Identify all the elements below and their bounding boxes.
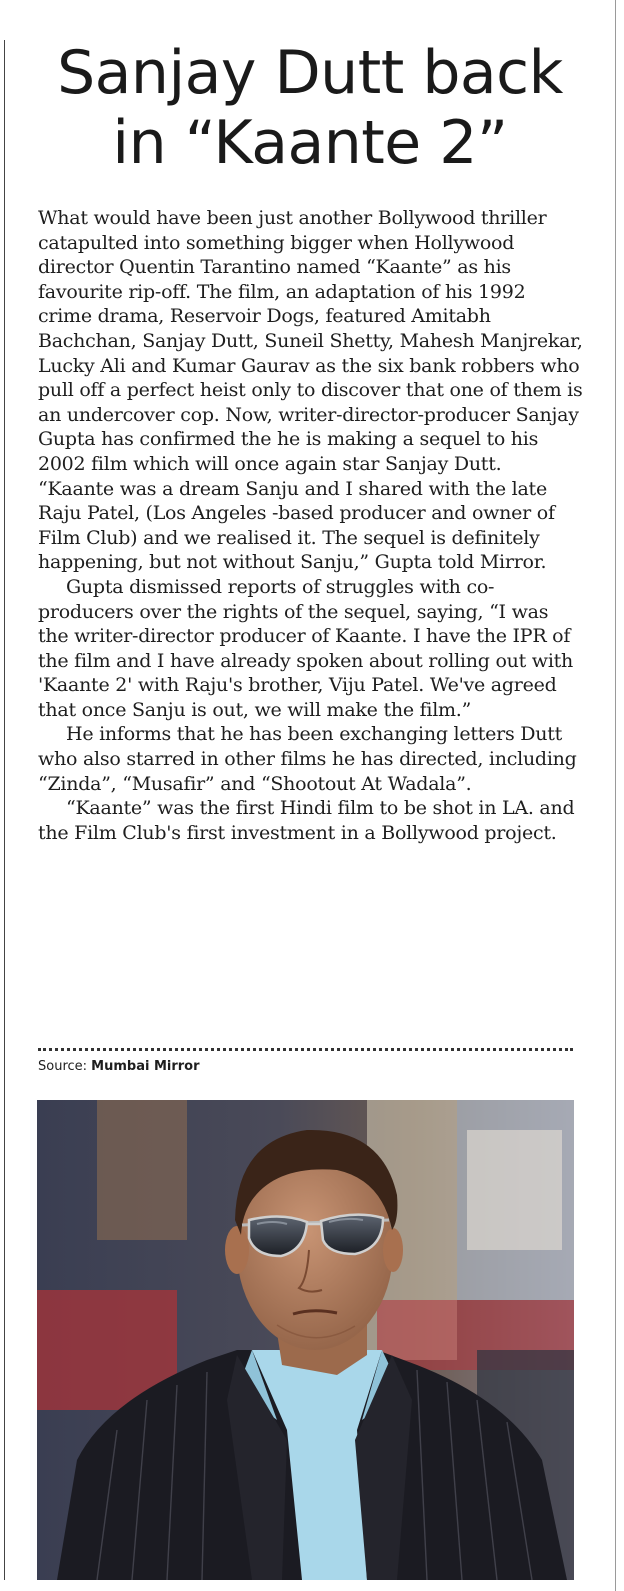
headline-line-1: Sanjay Dutt back — [57, 38, 563, 108]
left-column-rule — [4, 40, 5, 1580]
paragraph-2: Gupta dismissed reports of struggles with co-producers over the rights of the sequel, saying, “I was the writer-director producer of Kaante. I have the IPR of the film and I have already spoken about rolling out with 'Kaante 2' with Raju's brother, Viju Patel. We've agreed that once Sanju is out, we will make the film.” — [38, 575, 574, 721]
right-column-rule — [615, 0, 616, 1591]
source-name: Mumbai Mirror — [91, 1059, 200, 1074]
paragraph-3: He informs that he has been exchanging letters Dutt who also starred in other films he has directed, including “Zinda”, “Musafir” and “Shootout At Wadala”. — [38, 723, 577, 795]
portrait-illustration — [37, 1100, 574, 1580]
article-photo — [37, 1100, 574, 1580]
paragraph-1: What would have been just another Bollywood thriller catapulted into something bigger when Hollywood director Quentin Tarantino named “Kaante” as his favourite rip-off. The film, an adaptation of his 1992 crime drama, Reservoir Dogs, featured Amitabh Bachchan, Sanjay Dutt, Suneil Shetty, Mahesh Manjrekar, Lucky Ali and Kumar Gaurav as the six bank robbers who pull off a perfect heist only to discover that one of them is an undercover cop. Now, writer-director-producer Sanjay Gupta has confirmed the he is making a sequel to his 2002 film which will once again star Sanjay Dutt. “Kaante was a dream Sanju and I shared with the late Raju Patel, (Los Angeles -based producer and owner of Film Club) and we realised it. The sequel is definitely happening, but not without Sanju,” Gupta told Mirror. — [38, 207, 583, 574]
dotted-divider — [38, 1048, 573, 1051]
headline — [20, 38, 600, 178]
paragraph-4: “Kaante” was the first Hindi film to be shot in LA. and the Film Club's first investment in a Bollywood project. — [38, 797, 575, 844]
source-credit — [38, 1059, 200, 1074]
source-label: Source: — [38, 1059, 88, 1074]
article-body — [38, 206, 583, 845]
headline-line-2: in “Kaante 2” — [112, 108, 508, 178]
